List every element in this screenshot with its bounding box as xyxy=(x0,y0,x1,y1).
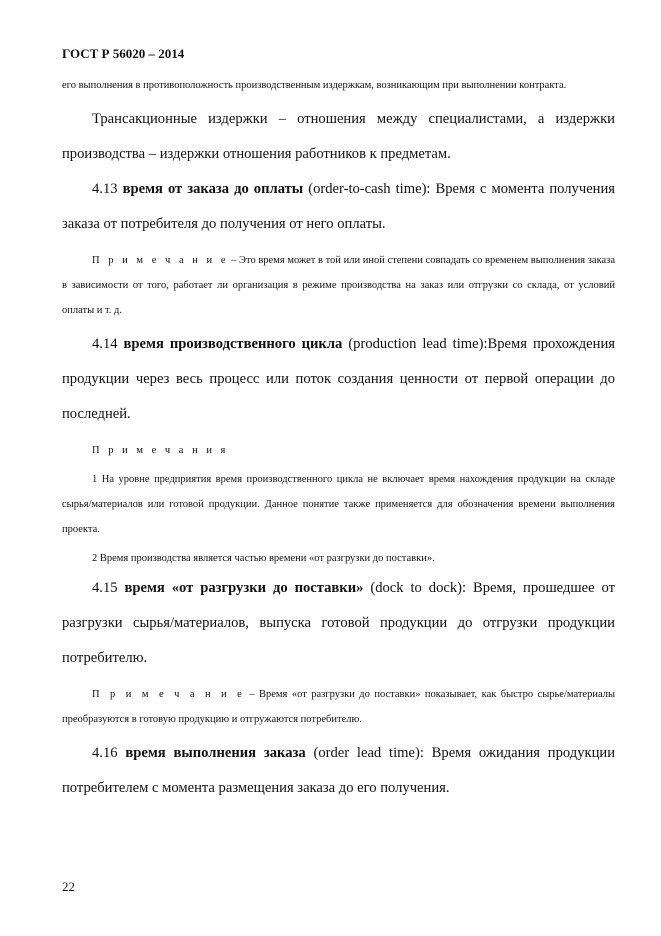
notes-4-14-label: П р и м е ч а н и я xyxy=(92,445,229,456)
term-title: время выполнения заказа xyxy=(125,745,306,761)
term-definition: (order-to-cash time): Время с момента получения заказа от потребителя до получения от него оплаты. xyxy=(62,181,616,232)
term-number: 4.13 xyxy=(92,181,118,197)
document-body xyxy=(62,73,615,806)
term-number: 4.16 xyxy=(92,745,118,761)
term-number: 4.15 xyxy=(92,580,118,596)
note-label: П р и м е ч а н и е xyxy=(92,689,245,700)
note-label: П р и м е ч а н и е xyxy=(92,255,229,266)
note-text: – Время «от разгрузки до поставки» показывает, как быстро сырье/материалы преобразуются в готовую продукцию и отгружаются потребителю. xyxy=(62,689,616,725)
note-4-14-item-2: 2 Время производства является частью времени «от разгрузки до поставки». xyxy=(92,553,435,564)
paragraph-transaction-costs: Трансакционные издержки – отношения между специалистами, а издержки производства – издержки отношения работников к предметам. xyxy=(62,111,615,162)
note-text: – Это время может в той или иной степени совпадать со временем выполнения заказа в зависимости от того, работает ли организация в режиме производства на заказ или отгрузки со склада, от условий оплаты и т. д. xyxy=(62,255,615,316)
term-definition: (order lead time): Время ожидания продукции потребителем с момента размещения заказа до его получения. xyxy=(62,745,616,796)
note-4-15 xyxy=(62,682,615,732)
term-number: 4.14 xyxy=(92,336,118,352)
term-4-14 xyxy=(62,327,615,432)
term-4-15 xyxy=(62,571,615,676)
term-title: время «от разгрузки до поставки» xyxy=(124,580,364,596)
term-title: время производственного цикла xyxy=(123,336,343,352)
term-definition: (production lead time):Время прохождения продукции через весь процесс или поток создания ценности от первой операции до последней. xyxy=(62,336,615,422)
paragraph-continuation: его выполнения в противоположность производственным издержкам, возникающим при выполнении контракта. xyxy=(62,80,567,91)
note-4-14-item-1: 1 На уровне предприятия время производственного цикла не включает время нахождения продукции на складе сырья/материалов или готовой продукции. Данное понятие также применяется для обозначения времени выполнения проекта. xyxy=(62,474,615,535)
standard-header: ГОСТ Р 56020 – 2014 xyxy=(62,46,185,61)
term-4-13 xyxy=(62,172,615,242)
term-title: время от заказа до оплаты xyxy=(122,181,304,197)
term-definition: (dock to dock): Время, прошедшее от разгрузки сырья/материалов, выпуска готовой продукции до отгрузки продукции потребителю. xyxy=(62,580,615,666)
term-4-16 xyxy=(62,736,615,806)
note-4-13 xyxy=(62,248,615,323)
page-number: 22 xyxy=(62,879,75,894)
